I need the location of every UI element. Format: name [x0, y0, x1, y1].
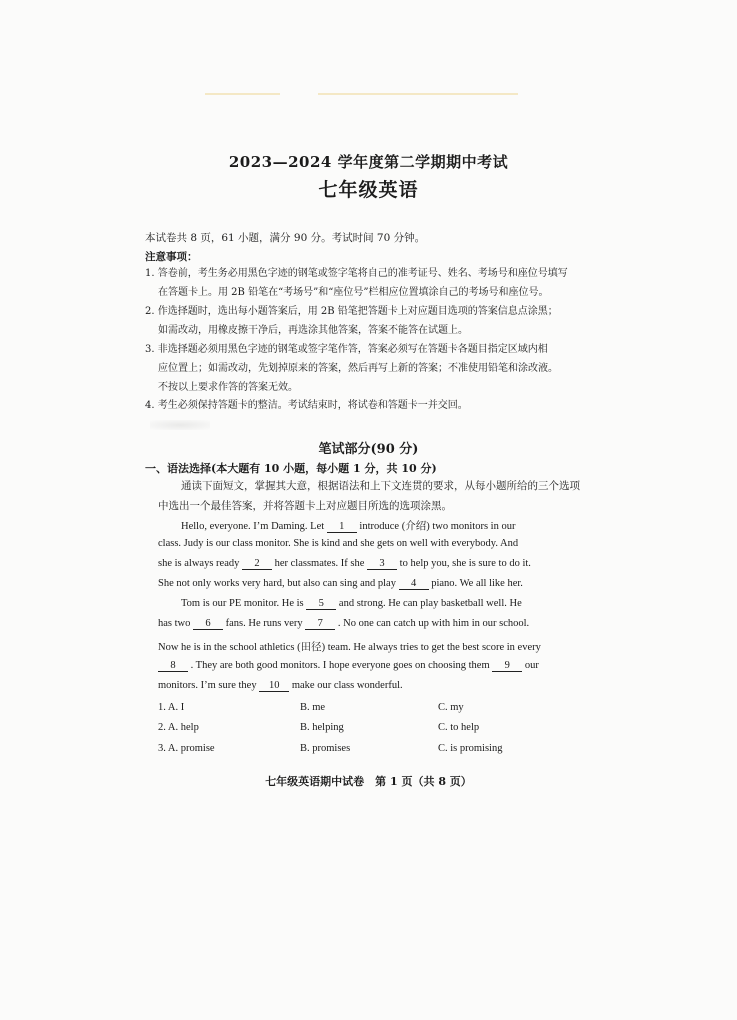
scan-smudge — [150, 420, 210, 430]
blank-5: 5 — [306, 598, 336, 610]
note-item — [145, 340, 565, 397]
option-c: C. to help — [438, 722, 480, 733]
option-a: 3. A. promise — [158, 743, 215, 754]
note-line: 3. 非选择题必须用黑色字迹的钢笔或签字笔作答，答案必须写在答题卡各题目指定区域内相 — [145, 344, 548, 355]
instruction-line: 通读下面短文，掌握其大意，根据语法和上下文连贯的要求，从每小题所给的三个选项 — [181, 480, 580, 492]
blank-7: 7 — [305, 618, 335, 630]
passage-text: piano. We all like her. — [431, 578, 523, 589]
note-line: 应位置上；如需改动，先划掉原来的答案，然后再写上新的答案；不准使用铅笔和涂改液。 — [158, 363, 558, 374]
option-a: 1. A. I — [158, 702, 185, 713]
option-b: B. promises — [300, 743, 351, 754]
exam-info: 本试卷共 8 页，61 小题，满分 90 分。考试时间 70 分钟。 — [145, 232, 426, 244]
scan-artifact — [318, 93, 518, 95]
passage-line — [181, 598, 522, 610]
section-title: 笔试部分(90 分) — [318, 442, 419, 457]
passage-text: our — [524, 660, 539, 671]
option-a: 2. A. help — [158, 722, 199, 733]
passage-line — [158, 558, 531, 570]
option-c: C. my — [438, 702, 464, 713]
passage-line — [158, 538, 518, 549]
blank-2: 2 — [242, 558, 272, 570]
blank-1: 1 — [327, 521, 357, 533]
note-line: 不按以上要求作答的答案无效。 — [158, 382, 298, 393]
passage-text: she is always ready — [158, 558, 240, 569]
note-item — [145, 396, 565, 415]
instruction-line: 中选出一个最佳答案，并将答题卡上对应题目所选的选项涂黑。 — [158, 500, 452, 512]
passage-line — [181, 518, 515, 533]
passage-text: class. Judy is our class monitor. She is kind and she gets on well with everybody. And — [158, 538, 519, 549]
note-line: 如需改动，用橡皮擦干净后，再选涂其他答案，答案不能答在试题上。 — [158, 325, 468, 336]
note-line: 4. 考生必须保持答题卡的整洁。考试结束时，将试卷和答题卡一并交回。 — [145, 400, 468, 411]
note-line: 1. 答卷前，考生务必用黑色字迹的钢笔或签字笔将自己的准考证号、姓名、考场号和座位号填写 — [145, 268, 568, 279]
passage-text: fans. He runs very — [225, 618, 303, 629]
blank-4: 4 — [399, 578, 429, 590]
passage-text: make our class wonderful. — [291, 680, 403, 691]
passage-text: and strong. He can play basketball well. He — [338, 598, 522, 609]
option-b: B. helping — [300, 722, 344, 733]
passage-line — [158, 618, 529, 630]
passage-text: introduce (介绍) two monitors in our — [359, 521, 516, 532]
exam-subject-title: 七年级英语 — [318, 179, 419, 201]
passage-line — [158, 639, 541, 654]
passage-text: monitors. I’m sure they — [158, 680, 257, 691]
note-line: 在答题卡上。用 2B 铅笔在“考场号”和“座位号”栏相应位置填涂自己的考场号和座位号。 — [158, 287, 549, 298]
passage-line — [158, 578, 523, 590]
passage-text: her classmates. If she — [274, 558, 365, 569]
note-line: 2. 作选择题时，选出每小题答案后，用 2B 铅笔把答题卡上对应题目选项的答案信息点涂黑； — [145, 306, 558, 317]
passage-line — [158, 680, 403, 692]
note-item — [145, 264, 568, 302]
passage-text: . No one can catch up with him in our school. — [337, 618, 530, 629]
option-b: B. me — [300, 702, 326, 713]
part-heading: 一、语法选择(本大题有 10 小题，每小题 1 分，共 10 分) — [145, 462, 437, 475]
blank-10: 10 — [259, 680, 289, 692]
passage-line — [158, 660, 539, 672]
passage-text: Hello, everyone. I’m Daming. Let — [181, 521, 325, 532]
note-item — [145, 302, 565, 340]
exam-year-title: 2023—2024 学年度第二学期期中考试 — [228, 153, 509, 171]
blank-9: 9 — [492, 660, 522, 672]
blank-8: 8 — [158, 660, 188, 672]
passage-text: to help you, she is sure to do it. — [399, 558, 531, 569]
blank-3: 3 — [367, 558, 397, 570]
passage-text: has two — [158, 618, 191, 629]
page-footer: 七年级英语期中试卷 第 1 页（共 8 页） — [265, 775, 472, 788]
notes-heading: 注意事项： — [145, 251, 198, 263]
blank-6: 6 — [193, 618, 223, 630]
scan-artifact — [205, 93, 280, 95]
passage-text: She not only works very hard, but also can sing and play — [158, 578, 396, 589]
option-c: C. is promising — [438, 743, 503, 754]
passage-text: Now he is in the school athletics (田径) team. He always tries to get the best score in every — [158, 642, 541, 653]
passage-text: Tom is our PE monitor. He is — [181, 598, 304, 609]
passage-text: . They are both good monitors. I hope everyone goes on choosing them — [190, 660, 490, 671]
